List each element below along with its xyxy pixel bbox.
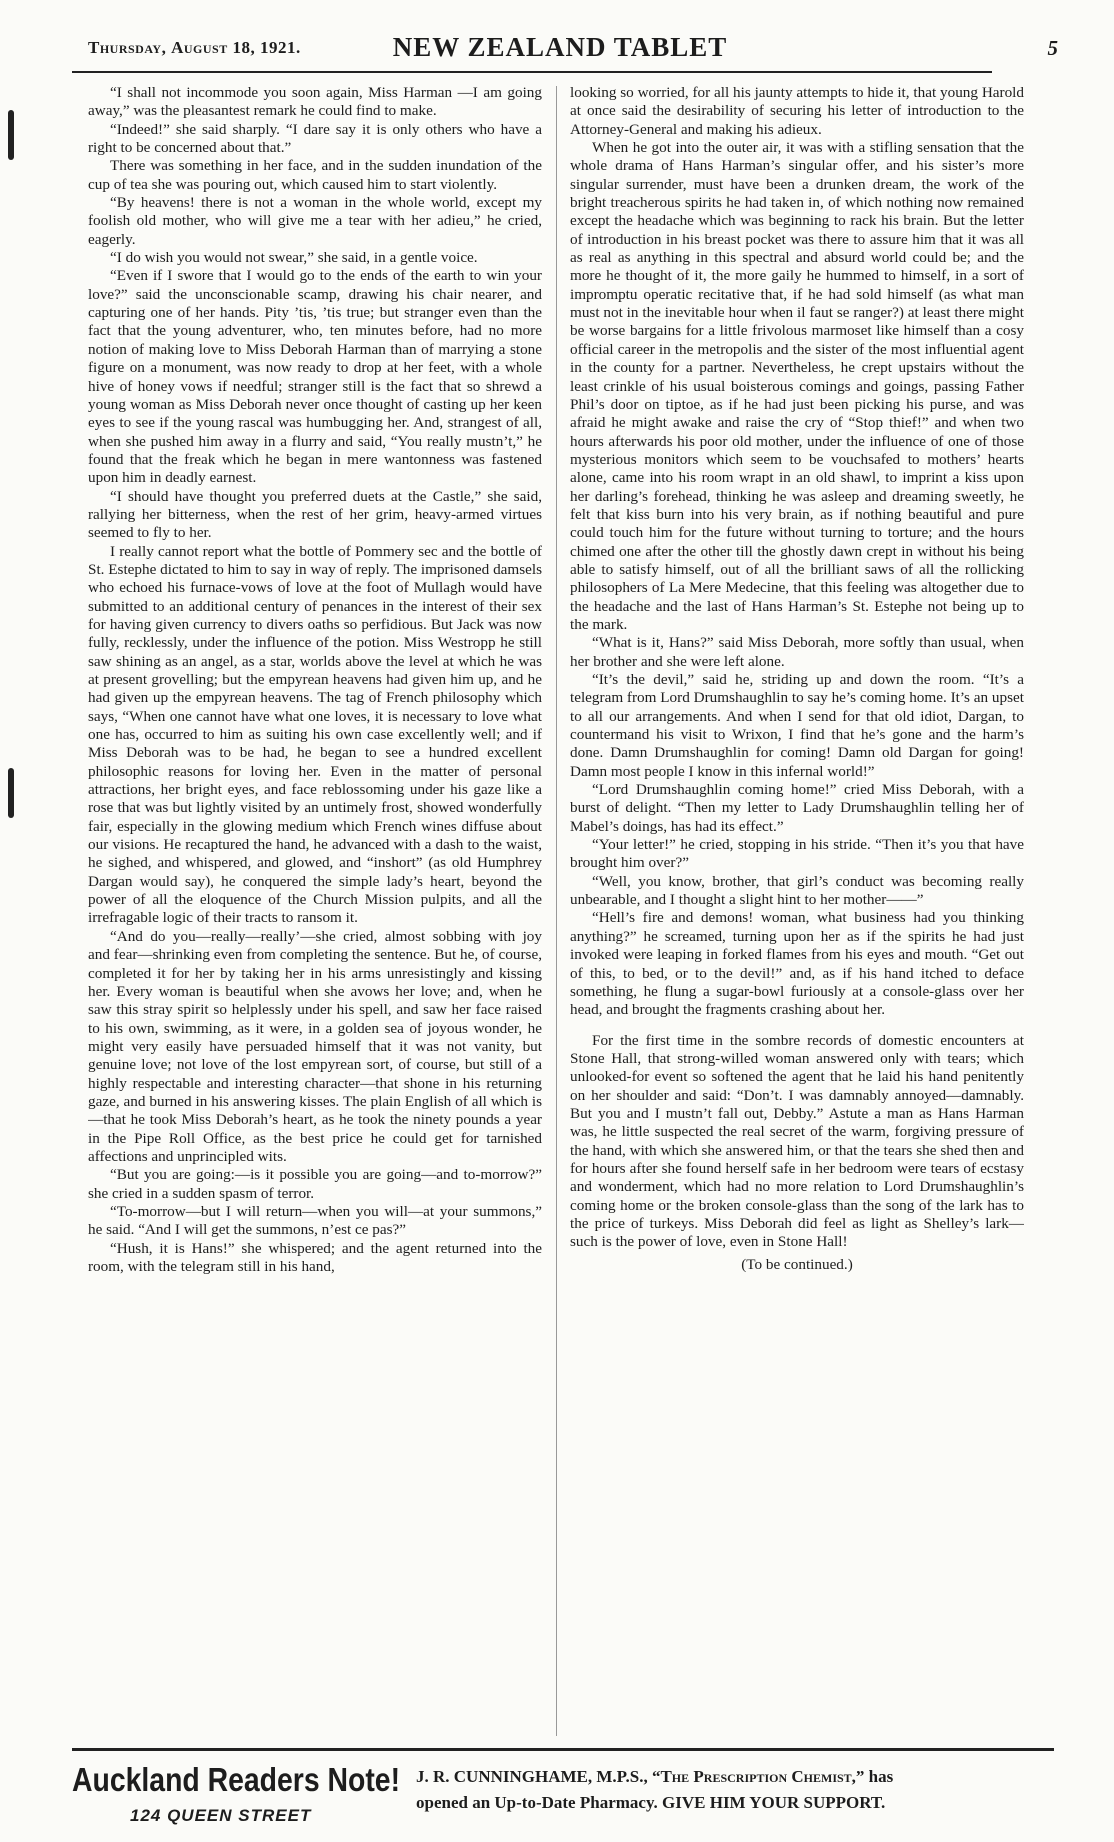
paragraph: “I should have thought you preferred duets at the Castle,” she said, rallying her bitterness, when the rest of her grim, heavy-armed virtues seemed to fly to her. [88,487,542,542]
paragraph: looking so worried, for all his jaunty attempts to hide it, that young Harold at once said the desirability of securing his letter of introduction to the Attorney-General and making his adieux. [570,84,1024,138]
paragraph: “By heavens! there is not a woman in the whole world, except my foolish old mother, who will give me a tear with her adieu,” he cried, eagerly. [88,194,542,248]
ad-line-1 [416,1764,1056,1790]
paragraph: There was something in her face, and in the sudden inundation of the cup of tea she was pouring out, which caused him to start violently. [88,157,542,193]
issue-weekday: Thursday, [88,38,167,57]
advertisement [72,1756,1062,1836]
page-number: 5 [1047,36,1058,60]
paragraph: “Even if I swore that I would go to the ends of the earth to win your love?” said the unconscionable scamp, drawing his chair nearer, and capturing one of her hands. Pity ’tis, ’tis true; but stranger even than the fact that the young adventurer, who, ten minutes before, had no more notion of making love to Miss Deborah Harman than of marrying a stone figure on a monument, was now ready to drop at her feet, with a whole hive of honey vows if needful; stranger still is the fact that so shrewd a young woman as Miss Deborah never once thought of casting up her keen eyes to see if the young rascal was humbugging her. And, strangest of all, when she pushed him away in a flurry and said, “You really mustn’t,” he found that the freak which he began in mere wantonness was fastened upon him in deadly earnest. [88,267,542,487]
issue-day-year: 18, 1921. [232,38,301,57]
paragraph: “What is it, Hans?” said Miss Deborah, more softly than usual, when her brother and she were left alone. [570,634,1024,670]
ad-line-1-caps: The Prescription Chemist, [660,1767,856,1786]
paragraph: “I do wish you would not swear,” she said, in a gentle voice. [110,249,478,267]
paragraph: For the first time in the sombre records of domestic encounters at Stone Hall, that strong-willed woman answered only with tears; which unlooked-for event so softened the agent that he laid his hand penitently on her shoulder and said: “Don’t. I was damnably annoyed—damnably. But you and I mustn’t fall out, Debby.” Astute a man as Hans Harman was, he little suspected the real secret of the warm, forgiving pressure of the hand, with which she answered him, or that the tears she shed then and for hours after she found herself safe in her bedroom were tears of ecstasy and wonderment, which had no more relation to Lord Drumshaughlin’s coming home or the broken console-glass than the song of the lark has to the price of turkeys. Miss Deborah did feel as light as Shelley’s lark—such is the power of love, even in Stone Hall! [570,1031,1024,1251]
paragraph: “Lord Drumshaughlin coming home!” cried Miss Deborah, with a burst of delight. “Then my letter to Lady Drumshaughlin telling her of Mabel’s doings, has had its effect.” [570,781,1024,835]
ad-line-2: opened an Up-to-Date Pharmacy. GIVE HIM YOUR SUPPORT. [416,1793,886,1812]
ad-body [416,1764,1056,1816]
ad-line-1-end: ” has [855,1767,894,1786]
paragraph: “Your letter!” he cried, stopping in his stride. “Then it’s you that have brought him over?” [570,836,1024,872]
paragraph: “But you are going:—is it possible you are going—and to-morrow?” she cried in a sudden spasm of terror. [88,1166,542,1202]
publication-title: NEW ZEALAND TABLET [392,32,728,62]
paragraph: “Hell’s fire and demons! woman, what business had you thinking anything?” he screamed, turning upon her as if the spirits he had just invoked were leaping in forked flames from his eyes and mouth. “Get out of this, to bed, or to the devil!” and, as if his hand itched to deface something, he flung a sugar-bowl furiously at a console-glass over her head, and brought the fragments crashing about her. [570,909,1024,1019]
paragraph: “To-morrow—but I will return—when you will—at your summons,” he said. “And I will get the summons, n’est ce pas?” [88,1202,542,1239]
paragraph: “And do you—really—really’—she cried, almost sobbing with joy and fear—shrinking even from completing the sentence. But he, of course, completed it for her by taking her in his arms unresistingly and kissing her. Every woman is beautiful when she avows her love; and, when he saw this stray spirit so helplessly under his spell, and saw her face raised to his own, swimming, as it were, in a golden sea of joyous wonder, he might very easily have persuaded himself that it was not vanity, but genuine love; not love of the lost empyrean sort, of course, but still of a highly respectable and interesting character—that shone in his returning gaze, and burned in his answering kisses. The plain English of all which is—that he took Miss Deborah’s heart, as he took the ninety pounds a year in the Pipe Roll Office, as the best price he could get for tarnished affections and unprincipled wits. [88,927,542,1165]
ad-headline: Auckland Readers Note! [72,1761,401,1798]
margin-mark [8,768,14,818]
margin-mark [8,110,14,160]
ad-address: 124 QUEEN STREET [130,1806,312,1825]
paragraph: When he got into the outer air, it was with a stifling sensation that the whole drama of Hans Harman’s singular offer, and his sister’s more singular surrender, must have been a drunken dream, the work of the bright treacherous spirits he had taken in, of which nothing now remained except the headache which was beginning to rack his brain. But the letter of introduction in his breast pocket was there to assure him that it was all as real as anything in this spectral and absurd world could be; and the more he thought of it, the more gaily he hummed to himself, in a sort of impromptu operatic recitative that, if he had sold himself (as what man must not in the inevitable hour when il faut se ranger?) at least there might be worse bargains for a little frivolous marmoset like himself than a cosy official career in the metropolis and the sister of the most influential agent in the county for a partner. Nevertheless, he crept upstairs without the least crinkle of his usual boisterous comings and goings, passing Father Phil’s door on tiptoe, as if he had just been picking his purse, and was afraid he might awake and raise the cry of “Stop thief!” and when two hours afterwards his poor old mother, under the influence of one of those mysterious monitors which seem to be vouchsafed to mothers’ hearts alone, came into his room wrapt in an old shawl, to imprint a kiss upon her darling’s forehead, thinking he was asleep and dreaming sweetly, he felt that kiss burn into his very brain, as if nothing beautiful and pure could touch him for the future without turning to torture; and the hours chimed one after the other till the ghostly dawn crept in without his being able to satisfy himself, out of all the brilliant saws of all the rollicking philosophers of La Mere Medecine, that this feeling was altogether due to the headache and the last of Hans Harman’s St. Estephe not being up to the mark. [570,139,1024,633]
masthead-rule [72,71,992,73]
paragraph: “Indeed!” she said sharply. “I dare say it is only others who have a right to be concerned about that.” [88,120,542,157]
paragraph: “Hush, it is Hans!” she whispered; and the agent returned into the room, with the telegram still in his hand, [88,1239,542,1275]
paragraph: “It’s the devil,” said he, striding up and down the room. “It’s a telegram from Lord Drumshaughlin to say he’s coming home. It’s an upset to all our arrangements. And when I send for that old idiot, Dargan, to countermand his visit to Wrixon, I find that he’s gone and the harm’s done. Damn Drumshaughlin for coming! Damn old Dargan for going! Damn most people I know in this infernal world!” [570,671,1024,780]
paragraph: I really cannot report what the bottle of Pommery sec and the bottle of St. Estephe dictated to him to say in way of reply. The imprisoned damsels who echoed his furnace-vows of love at the foot of Mullagh would have submitted to an additional century of penances in the interest of their sex for having given currency to divers oaths so perfidious. But Jack was now fully, recklessly, under the influence of the potion. Miss Westropp he still saw shining as an angel, as a star, worlds above the level at which he was at present grovelling; but the empyrean heavens had given him up, and he had given up the empyrean heavens. The tag of French philosophy which says, “When one cannot have what one loves, it is necessary to love what one has, occurred to him as suiting his own case excellently well; and if Miss Deborah was to be had, he began to see a hundred excellent philosophic reasons for loving her. Even in the matter of personal attractions, her bright eyes, and face reblossoming under his gaze like a rose that was but lightly visited by an untimely frost, showed wonderfully fair, especially in the glowing medium which French wines diffuse about our visions. He recaptured the hand, he advanced with a dash to the waist, he sighed, and whispered, and glowed, and “inshort” (as old Humphrey Dargan would say), he conquered the simple lady’s heart, beyond the power of all the eloquence of the Church Mission pulpits, and all the irrefragable logic of their tracts to ransom it. [88,542,542,927]
to-be-continued: (To be continued.) [741,1255,853,1273]
paragraph: “Well, you know, brother, that girl’s conduct was becoming really unbearable, and I thought a slight hint to her mother——” [570,872,1024,909]
masthead [60,14,1060,70]
paragraph: “I shall not incommode you soon again, Miss Harman —I am going away,” was the pleasantest remark he could find to make. [88,84,542,120]
advertisement-rule [72,1748,1054,1751]
column-divider [556,86,557,1736]
ad-line-1-start: J. R. CUNNINGHAME, M.P.S., “ [416,1767,661,1786]
left-column [88,84,542,1738]
right-column [570,84,1024,1738]
issue-month: August [171,38,228,57]
